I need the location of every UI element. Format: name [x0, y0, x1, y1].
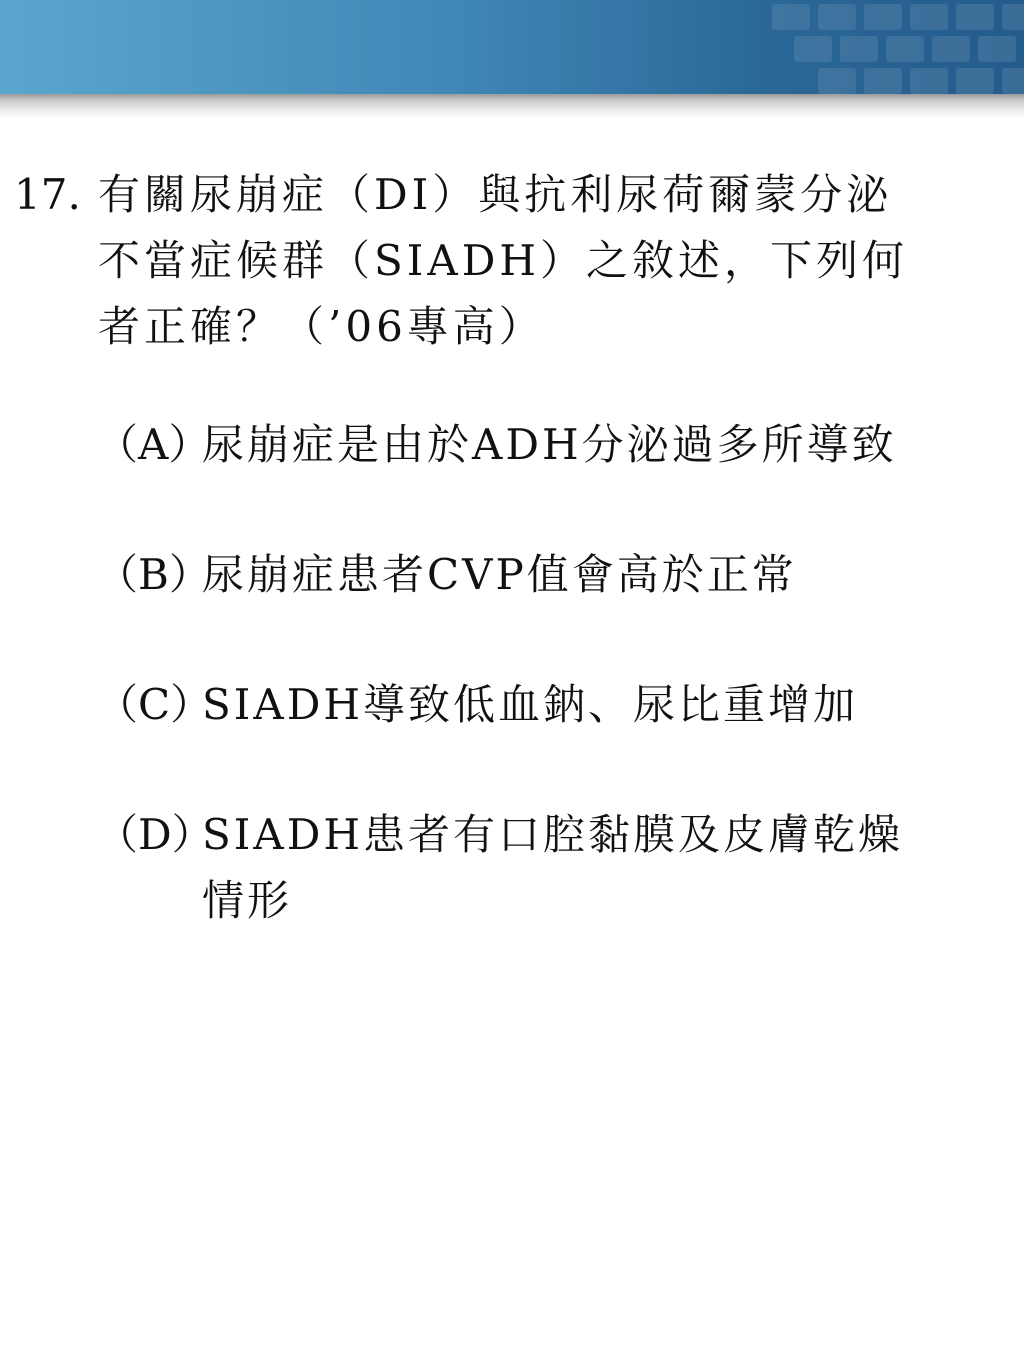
option-label: （C）	[96, 680, 213, 729]
question-line: 者正確？（’06專高）	[98, 302, 545, 351]
option-line: 情形	[202, 876, 293, 925]
option-text	[202, 542, 992, 608]
option-text	[202, 412, 992, 478]
option-line: SIADH患者有口腔黏膜及皮膚乾燥	[202, 810, 903, 859]
question-number: 17.	[14, 170, 81, 219]
option-line: SIADH導致低血鈉、尿比重增加	[202, 680, 858, 729]
question-line: 有關尿崩症（DI）與抗利尿荷爾蒙分泌	[98, 170, 893, 219]
option-line: 尿崩症患者CVP值會高於正常	[202, 550, 797, 599]
question-line: 不當症候群（SIADH）之敘述，下列何	[98, 236, 908, 285]
option-text	[202, 672, 992, 738]
answer-options	[96, 412, 996, 998]
header-tile-pattern	[764, 0, 1024, 94]
question-block	[14, 162, 1004, 360]
option-label: （B）	[96, 550, 211, 599]
option-a	[96, 412, 996, 478]
option-c	[96, 672, 996, 738]
option-d	[96, 802, 996, 934]
option-label: （A）	[96, 420, 211, 469]
option-label: （D）	[96, 810, 214, 859]
header-underline	[0, 94, 1024, 118]
header-bar	[0, 0, 1024, 94]
option-text	[202, 802, 992, 934]
option-b	[96, 542, 996, 608]
question-text	[98, 162, 994, 360]
option-line: 尿崩症是由於ADH分泌過多所導致	[202, 420, 897, 469]
